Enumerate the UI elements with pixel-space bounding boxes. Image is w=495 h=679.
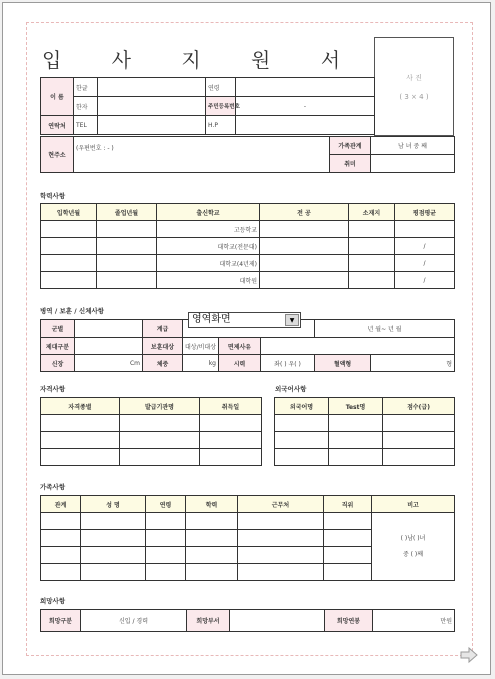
rrn-field[interactable]: - [236, 97, 375, 116]
license-col-date: 취득일 [200, 398, 262, 415]
hp-field[interactable] [236, 116, 375, 135]
table-row [41, 415, 262, 432]
desired-salary-field[interactable]: 만원 [373, 610, 455, 632]
family-col-age: 연령 [146, 496, 186, 513]
height-field[interactable]: Cm [75, 355, 143, 372]
hanja-label: 한자 [74, 97, 98, 116]
family-note-order: 중 ( )째 [402, 550, 424, 558]
rank-header: 계급 [143, 320, 183, 338]
tel-field[interactable] [98, 116, 206, 135]
rrn-header: 주민등록번호 [206, 97, 236, 116]
edu-col-location: 소재지 [349, 204, 395, 221]
family-note-cell[interactable] [372, 513, 455, 581]
name-header: 이 름 [41, 78, 74, 116]
address-table [40, 136, 455, 173]
family-col-name: 성 명 [81, 496, 146, 513]
family-rel-header: 가족관계 [330, 137, 371, 155]
table-row [41, 432, 262, 449]
discharge-header: 제대구분 [41, 338, 75, 355]
family-rel-field[interactable]: 남 녀 중 째 [371, 137, 455, 155]
table-row [41, 449, 262, 466]
desired-dept-header: 희망부서 [187, 610, 230, 632]
lang-col-score: 점수(급) [383, 398, 455, 415]
family-col-position: 직위 [324, 496, 372, 513]
desired-type-field[interactable]: 신입 / 경력 [81, 610, 187, 632]
page-title: 입 사 지 원 서 [42, 48, 363, 72]
family-col-relation: 관계 [41, 496, 81, 513]
license-table [40, 397, 262, 466]
height-header: 신장 [41, 355, 75, 372]
license-section-title: 자격사항 [40, 385, 66, 393]
family-note-siblings: ( )남( )녀 [400, 534, 426, 542]
hangul-field[interactable] [98, 78, 206, 97]
table-row: 대학원 / [41, 272, 455, 289]
screen-area-dropdown[interactable] [188, 312, 301, 328]
dropdown-value: 영역화면 [192, 314, 231, 325]
photo-box [374, 37, 454, 136]
photo-label: 사 진 [406, 74, 422, 82]
desired-dept-field[interactable] [230, 610, 325, 632]
period-field[interactable]: 년 월~ 년 월 [315, 320, 455, 338]
table-row: 대학교(전문대) / [41, 238, 455, 255]
desired-salary-header: 희망연봉 [325, 610, 373, 632]
table-row [41, 513, 455, 530]
tel-label: TEL [74, 116, 98, 135]
edu-col-gpa: 평점평균 [395, 204, 455, 221]
family-section-title: 가족사항 [40, 483, 66, 491]
school-label: 대학교(전문대) [157, 238, 260, 255]
family-table [40, 495, 455, 581]
family-col-workplace: 근무처 [238, 496, 324, 513]
edu-col-school: 출신학교 [157, 204, 260, 221]
age-field[interactable] [236, 78, 375, 97]
edu-col-major: 전 공 [260, 204, 349, 221]
education-table [40, 203, 455, 289]
weight-field[interactable]: kg [183, 355, 219, 372]
family-col-note: 비고 [372, 496, 455, 513]
military-section-title: 병역 / 보훈 / 신체사항 [40, 307, 105, 315]
photo-size: ( 3 × 4 ) [399, 93, 429, 101]
service-header: 군별 [41, 320, 75, 338]
hanja-field[interactable] [98, 97, 206, 116]
blood-header: 혈액형 [315, 355, 371, 372]
desired-section-title: 희망사항 [40, 597, 66, 605]
lang-col-test: Test명 [329, 398, 383, 415]
language-table [274, 397, 455, 466]
desired-type-header: 희망구분 [41, 610, 81, 632]
table-row [275, 415, 455, 432]
school-label: 고등학교 [157, 221, 260, 238]
personal-table [40, 77, 375, 135]
discharge-field[interactable] [75, 338, 143, 355]
exempt-field[interactable] [261, 338, 455, 355]
language-section-title: 외국어사항 [275, 385, 307, 393]
family-col-education: 학력 [186, 496, 238, 513]
next-page-arrow-icon[interactable] [459, 646, 479, 664]
license-col-issuer: 발급기관명 [120, 398, 200, 415]
chevron-down-icon[interactable]: ▼ [285, 314, 299, 326]
hobby-field[interactable] [371, 155, 455, 173]
vision-header: 시력 [219, 355, 261, 372]
edu-col-entry: 입학년월 [41, 204, 97, 221]
table-row [275, 449, 455, 466]
veteran-header: 보훈대상 [143, 338, 183, 355]
hp-label: H.P [206, 116, 236, 135]
license-col-type: 자격종별 [41, 398, 120, 415]
service-field[interactable] [75, 320, 143, 338]
edu-col-grad: 졸업년월 [97, 204, 157, 221]
zip-field[interactable]: (우편번호 : - ) [74, 137, 330, 173]
table-row [275, 432, 455, 449]
exempt-header: 면제사유 [219, 338, 261, 355]
vision-field[interactable]: 좌( ) 우( ) [261, 355, 315, 372]
veteran-field[interactable]: 대상/비대상 [183, 338, 219, 355]
table-row [41, 221, 455, 238]
address-header: 현주소 [41, 137, 74, 173]
desired-table [40, 609, 455, 632]
hobby-header: 취미 [330, 155, 371, 173]
school-label: 대학원 [157, 272, 260, 289]
education-section-title: 학력사항 [40, 192, 66, 200]
school-label: 대학교(4년제) [157, 255, 260, 272]
age-label: 연령 [206, 78, 236, 97]
lang-col-name: 외국어명 [275, 398, 329, 415]
hangul-label: 한글 [74, 78, 98, 97]
weight-header: 체중 [143, 355, 183, 372]
table-row: 대학교(4년제) / [41, 255, 455, 272]
blood-field[interactable]: 형 [371, 355, 455, 372]
contact-header: 연락처 [41, 116, 74, 135]
